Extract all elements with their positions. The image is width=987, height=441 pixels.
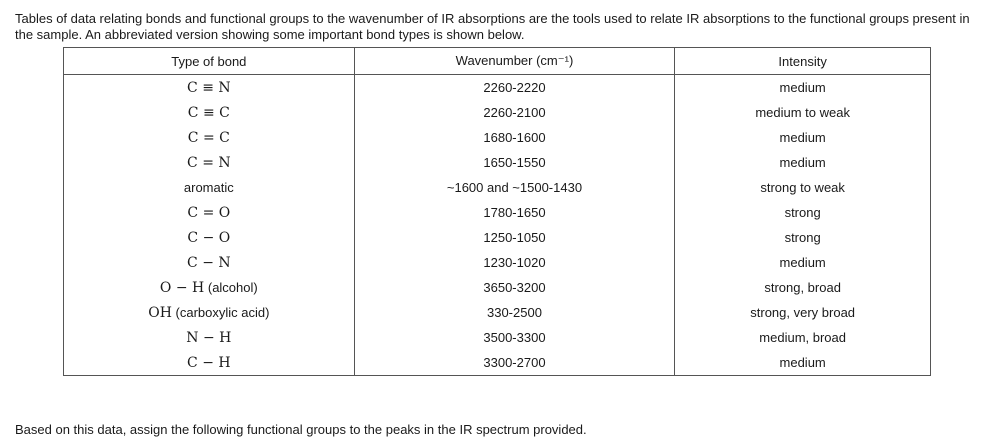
bond-type-cell <box>64 100 355 125</box>
bond-formula: C − N <box>187 254 231 271</box>
table-row <box>64 175 931 200</box>
intensity-cell: medium <box>675 350 931 376</box>
wavenumber-cell: 1780-1650 <box>354 200 675 225</box>
wavenumber-cell: 1680-1600 <box>354 125 675 150</box>
bond-type-cell <box>64 150 355 175</box>
table-row <box>64 350 931 376</box>
bond-type-cell <box>64 275 355 300</box>
intensity-cell: medium <box>675 250 931 275</box>
intensity-cell: medium <box>675 150 931 175</box>
bond-type-cell <box>64 300 355 325</box>
bond-formula: C ≡ C <box>187 104 230 121</box>
bond-formula: OH <box>148 304 172 321</box>
header-intensity: Intensity <box>675 48 931 75</box>
bond-note: (alcohol) <box>204 279 258 295</box>
wavenumber-cell: ~1600 and ~1500-1430 <box>354 175 675 200</box>
intensity-cell: strong, very broad <box>675 300 931 325</box>
bond-note: (carboxylic acid) <box>171 304 270 320</box>
table-row <box>64 100 931 125</box>
bond-type-cell <box>64 75 355 101</box>
wavenumber-cell: 1250-1050 <box>354 225 675 250</box>
wavenumber-cell: 2260-2220 <box>354 75 675 101</box>
bond-type-cell <box>64 200 355 225</box>
wavenumber-cell: 3500-3300 <box>354 325 675 350</box>
bond-formula: O − H <box>159 279 205 296</box>
bond-type-cell <box>64 175 355 200</box>
table-row <box>64 75 931 101</box>
intro-paragraph: Tables of data relating bonds and functional groups to the wavenumber of IR absorptions are the tools used to relate IR absorptions to the functional groups present in the sample. An abbreviated version showing some important bond types is shown below. <box>15 11 970 42</box>
table-row <box>64 225 931 250</box>
bond-type-cell <box>64 325 355 350</box>
instruction-text: Based on this data, assign the following functional groups to the peaks in the IR spectrum provided. <box>15 422 587 437</box>
intensity-cell: medium to weak <box>675 100 931 125</box>
intensity-cell: strong, broad <box>675 275 931 300</box>
bond-formula: N − H <box>186 329 232 346</box>
header-bond-type: Type of bond <box>64 48 355 75</box>
wavenumber-cell: 3300-2700 <box>354 350 675 376</box>
bond-type-cell <box>64 250 355 275</box>
bond-type-cell <box>64 125 355 150</box>
table-row <box>64 300 931 325</box>
table-header-row <box>64 48 931 75</box>
ir-absorption-table <box>63 47 931 376</box>
wavenumber-cell: 1230-1020 <box>354 250 675 275</box>
wavenumber-cell: 2260-2100 <box>354 100 675 125</box>
intensity-cell: strong <box>675 225 931 250</box>
header-wavenumber: Wavenumber (cm⁻¹) <box>354 48 675 75</box>
wavenumber-cell: 1650-1550 <box>354 150 675 175</box>
table-row <box>64 250 931 275</box>
wavenumber-cell: 3650-3200 <box>354 275 675 300</box>
bond-note: aromatic <box>183 179 234 195</box>
bond-formula: C ≡ N <box>187 79 231 96</box>
table-row <box>64 125 931 150</box>
table-row <box>64 275 931 300</box>
table-row <box>64 325 931 350</box>
intensity-cell: strong to weak <box>675 175 931 200</box>
intensity-cell: strong <box>675 200 931 225</box>
intensity-cell: medium, broad <box>675 325 931 350</box>
table-body <box>64 75 931 376</box>
table-row <box>64 200 931 225</box>
bond-formula: C = C <box>187 129 230 146</box>
intensity-cell: medium <box>675 75 931 101</box>
bond-formula: C − H <box>187 354 231 371</box>
wavenumber-cell: 330-2500 <box>354 300 675 325</box>
table-row <box>64 150 931 175</box>
bond-type-cell <box>64 350 355 376</box>
bond-formula: C = N <box>187 154 231 171</box>
bond-type-cell <box>64 225 355 250</box>
bond-formula: C = O <box>187 204 231 221</box>
bond-formula: C − O <box>187 229 231 246</box>
intensity-cell: medium <box>675 125 931 150</box>
